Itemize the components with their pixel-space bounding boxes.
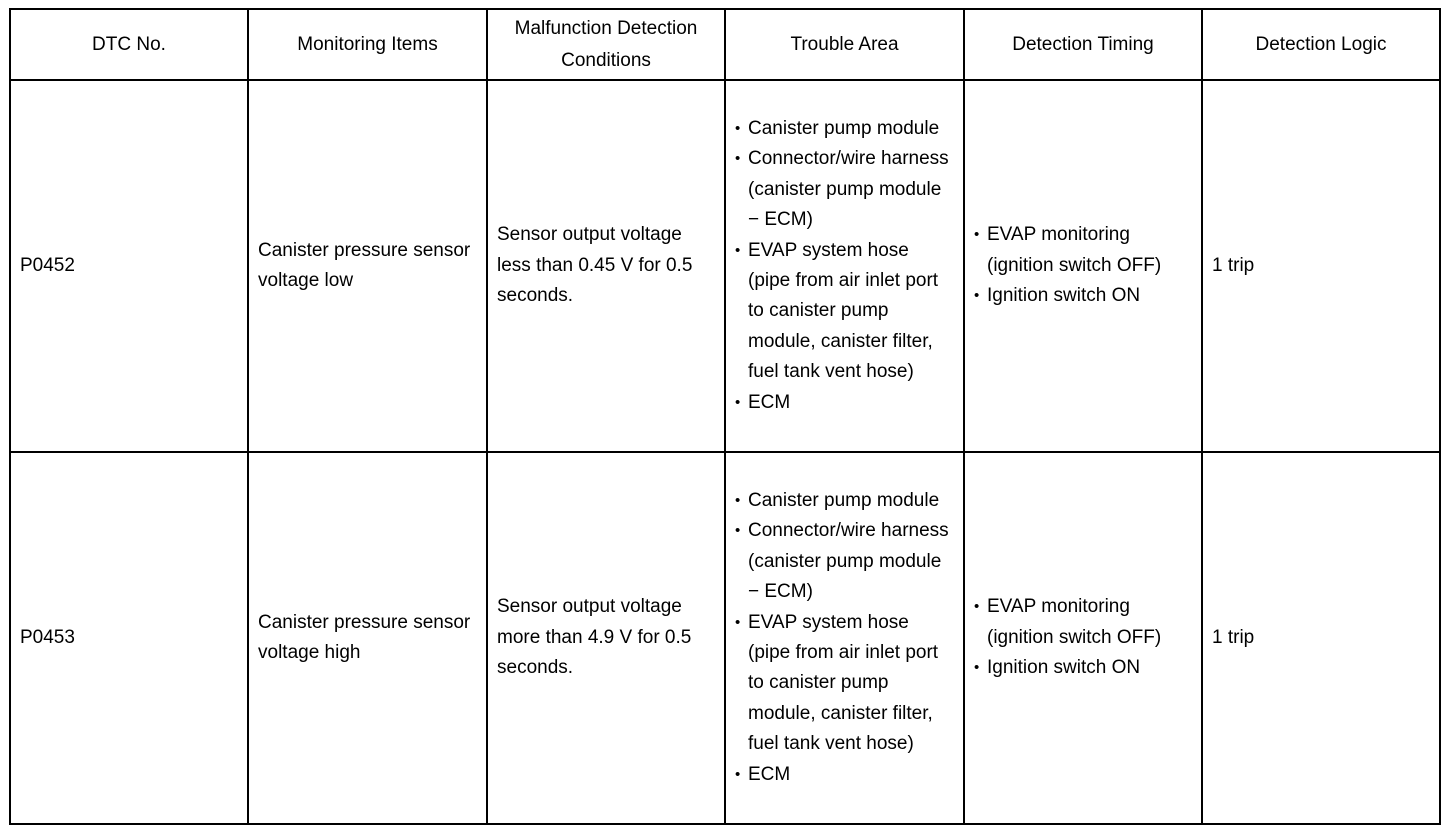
header-detection-logic: Detection Logic <box>1202 9 1440 80</box>
list-item: • EVAP monitoring (ignition switch OFF) <box>974 220 1192 281</box>
list-item: • Canister pump module <box>735 114 954 144</box>
trouble-area-list <box>735 486 954 790</box>
header-row <box>10 9 1440 80</box>
header-trouble-area: Trouble Area <box>725 9 964 80</box>
dtc-table <box>9 8 1441 825</box>
list-item: • Canister pump module <box>735 486 954 516</box>
list-item: • ECM <box>735 388 954 418</box>
list-item: • ECM <box>735 760 954 790</box>
list-item: • Connector/wire harness (canister pump module − ECM) <box>735 516 954 607</box>
header-monitoring-items: Monitoring Items <box>248 9 487 80</box>
list-item: • Connector/wire harness (canister pump module − ECM) <box>735 144 954 235</box>
list-item: • Ignition switch ON <box>974 281 1192 311</box>
header-detection-timing: Detection Timing <box>964 9 1202 80</box>
list-item: • EVAP monitoring (ignition switch OFF) <box>974 592 1192 653</box>
table-row <box>10 80 1440 452</box>
trouble-area-list <box>735 114 954 418</box>
detection-condition: Sensor output voltage less than 0.45 V for 0.5 seconds. <box>487 80 725 452</box>
detection-timing-cell <box>964 452 1202 824</box>
detection-timing-cell <box>964 80 1202 452</box>
dtc-code: P0453 <box>10 452 248 824</box>
list-item: • EVAP system hose (pipe from air inlet port to canister pump module, canister filter, fuel tank vent hose) <box>735 236 954 388</box>
table-row <box>10 452 1440 824</box>
list-item: • Ignition switch ON <box>974 653 1192 683</box>
header-dtc-no: DTC No. <box>10 9 248 80</box>
dtc-code: P0452 <box>10 80 248 452</box>
monitoring-item: Canister pressure sensor voltage low <box>248 80 487 452</box>
list-item: • EVAP system hose (pipe from air inlet port to canister pump module, canister filter, fuel tank vent hose) <box>735 608 954 760</box>
detection-timing-list <box>974 592 1192 683</box>
trouble-area-cell <box>725 452 964 824</box>
detection-condition: Sensor output voltage more than 4.9 V for 0.5 seconds. <box>487 452 725 824</box>
detection-timing-list <box>974 220 1192 311</box>
detection-logic: 1 trip <box>1202 452 1440 824</box>
detection-logic: 1 trip <box>1202 80 1440 452</box>
header-malfunction-conditions: Malfunction Detection Conditions <box>487 9 725 80</box>
monitoring-item: Canister pressure sensor voltage high <box>248 452 487 824</box>
trouble-area-cell <box>725 80 964 452</box>
